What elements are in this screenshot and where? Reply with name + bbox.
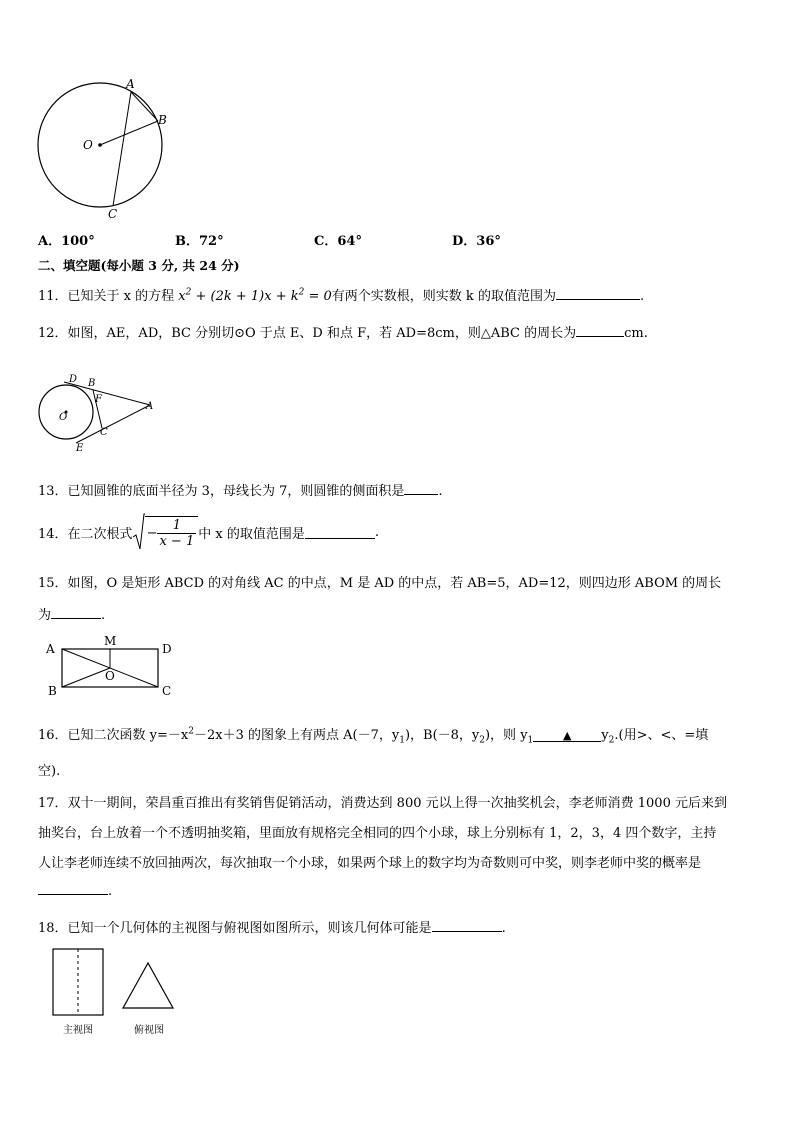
q16-number: 16． — [38, 728, 68, 743]
q18-end: . — [501, 921, 506, 936]
q14-denominator: x − 1 — [159, 533, 195, 549]
q10-option-d-letter: D． — [452, 234, 477, 249]
q11-end: . — [639, 289, 645, 304]
q11-text-after: 有两个实数根，则实数 k 的取值范围为 — [331, 289, 556, 304]
q16-sup: 2 — [188, 726, 194, 737]
label-c: C — [108, 207, 118, 221]
q14-radicand — [145, 516, 199, 549]
q12-label-c: C — [100, 427, 108, 438]
q17-line2: 抽奖台，台上放着一个不透明抽奖箱，里面放有规格完全相同的四个小球，球上分别标有 1，2，3，4 四个数字，主持 — [38, 826, 717, 841]
q16-text-e: y — [601, 728, 609, 743]
q15-line2 — [38, 604, 105, 623]
q17-number: 17． — [38, 796, 68, 811]
q15-end: . — [101, 608, 106, 623]
q11-text-before: 已知关于 x 的方程 — [67, 289, 175, 304]
q14-fraction — [157, 518, 196, 549]
segment-ac — [113, 92, 131, 206]
q15-text-line1: 如图，O 是矩形 ABCD 的对角线 AC 的中点，M 是 AD 的中点，若 AB=5，AD=12，则四边形 ABOM 的周长 — [67, 576, 722, 591]
q14-end: . — [374, 524, 379, 540]
q11-eq-sup1: 2 — [185, 287, 192, 298]
q12 — [38, 322, 648, 341]
q10-option-a-letter: A． — [38, 234, 62, 249]
q10-option-c — [314, 230, 362, 249]
q12-tangent-ad — [64, 382, 150, 405]
q15-label-c: C — [162, 684, 172, 698]
q16-line1 — [38, 724, 708, 746]
q15-line1 — [38, 572, 721, 591]
q12-label-e: E — [76, 443, 84, 452]
q17-text-line1: 双十一期间，荣昌重百推出有奖销售促销活动，消费达到 800 元以上得一次抽奖机会，李老师消费 1000 元后来到 — [67, 796, 727, 811]
q12-answer-blank[interactable] — [576, 324, 624, 337]
q11-number: 11． — [38, 289, 68, 304]
q17-answer-blank[interactable] — [38, 882, 108, 895]
q15-text-line2: 为 — [38, 608, 52, 623]
q15-label-m: M — [104, 634, 117, 648]
q11-eq-sup2: 2 — [298, 287, 305, 298]
q11-eq-part2: + (2k + 1)x + k — [191, 289, 299, 304]
segment-ab — [131, 92, 158, 121]
q15-number: 15． — [38, 576, 68, 591]
top-view-label: 俯视图 — [134, 1025, 164, 1036]
q16-sub4: 2 — [608, 735, 615, 746]
q18-number: 18． — [38, 921, 68, 936]
q15-label-b: B — [48, 684, 57, 698]
q16-line2: 空). — [38, 764, 61, 779]
q16-answer-blank[interactable] — [533, 729, 601, 742]
q14-text-before: 在二次根式 — [67, 526, 133, 542]
label-b: B — [158, 113, 167, 127]
q18 — [38, 917, 506, 936]
q13-end: . — [438, 484, 443, 499]
q16-text-b: －2x＋3 的图象上有两点 A(－7，y — [193, 728, 400, 743]
q11-equation — [178, 289, 332, 304]
q14-radical — [133, 513, 199, 551]
q11-eq-part1: x — [178, 289, 186, 304]
q18-views-figure — [46, 945, 196, 1040]
q12-text: 如图，AE，AD，BC 分别切⊙O 于点 E、D 和点 F，若 AD=8cm，则△ABC 的周长为 — [67, 326, 577, 341]
q14-numerator: 1 — [157, 518, 196, 534]
q12-label-f: F — [95, 394, 102, 405]
q10-option-a-value: 100° — [61, 234, 95, 249]
q10-option-c-value: 64° — [337, 234, 362, 249]
q16-sub1: 1 — [399, 735, 405, 746]
q17-line1 — [38, 792, 727, 811]
q16-text-a: 已知二次函数 y=－x — [67, 728, 189, 743]
q12-tangent-figure — [36, 372, 161, 452]
q16-text-f: .(用>、<、=填 — [614, 728, 709, 743]
q14 — [38, 513, 379, 551]
q17-end: . — [108, 884, 113, 899]
top-view-triangle — [123, 963, 173, 1008]
label-a: A — [126, 77, 135, 91]
q11 — [38, 285, 644, 304]
q12-number: 12． — [38, 326, 68, 341]
label-o: O — [83, 138, 93, 152]
q17-line3: 人让李老师连续不放回抽两次，每次抽取一个小球，如果两个球上的数字均为奇数则可中奖，则李老师中奖的概率是 — [38, 856, 702, 871]
q15-segment-bo — [62, 668, 110, 687]
q16-text-c: )，B(－8，y — [404, 728, 480, 743]
q10-option-d — [452, 230, 501, 249]
point-o-dot — [98, 143, 102, 147]
q18-text: 已知一个几何体的主视图与俯视图如图所示，则该几何体可能是 — [67, 921, 432, 936]
q13-text: 已知圆锥的底面半径为 3，母线长为 7，则圆锥的侧面积是 — [67, 484, 405, 499]
q13-number: 13． — [38, 484, 68, 499]
q16-sub3: 1 — [527, 735, 534, 746]
q12-tangent-ae — [76, 405, 150, 443]
q15-rectangle-figure — [42, 632, 182, 698]
q12-label-o: O — [59, 412, 68, 423]
q10-option-b — [175, 230, 224, 249]
q18-answer-blank[interactable] — [432, 919, 502, 932]
q15-label-o: O — [105, 669, 115, 683]
q13 — [38, 480, 443, 499]
q17-line4 — [38, 882, 112, 899]
q14-number: 14． — [38, 526, 68, 542]
q12-label-a: A — [146, 401, 154, 412]
q15-answer-blank[interactable] — [51, 606, 101, 619]
q10-option-c-letter: C． — [314, 234, 338, 249]
q16-text-d: )，则 y — [484, 728, 528, 743]
q10-option-b-value: 72° — [199, 234, 224, 249]
q14-minus: − — [146, 525, 158, 541]
q11-answer-blank[interactable] — [556, 287, 640, 300]
q14-text-after: 中 x 的取值范围是 — [198, 526, 305, 542]
q12-label-b: B — [88, 378, 96, 389]
q15-label-d: D — [162, 642, 172, 656]
q16-sub2: 2 — [479, 735, 485, 746]
q16-marker-icon: ▲ — [563, 729, 572, 742]
front-view-label: 主视图 — [63, 1025, 93, 1036]
q13-answer-blank[interactable] — [404, 482, 438, 495]
segment-ob — [100, 121, 158, 145]
q14-answer-blank[interactable] — [305, 526, 375, 539]
q10-circle-figure — [30, 70, 180, 225]
radical-sign-icon — [133, 513, 145, 551]
q10-option-b-letter: B． — [175, 234, 199, 249]
q10-option-d-value: 36° — [476, 234, 501, 249]
q12-end: cm. — [624, 326, 648, 341]
section-fill-in-heading: 二、填空题(每小题 3 分, 共 24 分) — [38, 258, 240, 273]
q12-label-d: D — [69, 374, 78, 385]
q11-eq-part3: = 0 — [304, 289, 332, 304]
q15-label-a: A — [46, 642, 55, 656]
q10-option-a — [38, 230, 95, 249]
